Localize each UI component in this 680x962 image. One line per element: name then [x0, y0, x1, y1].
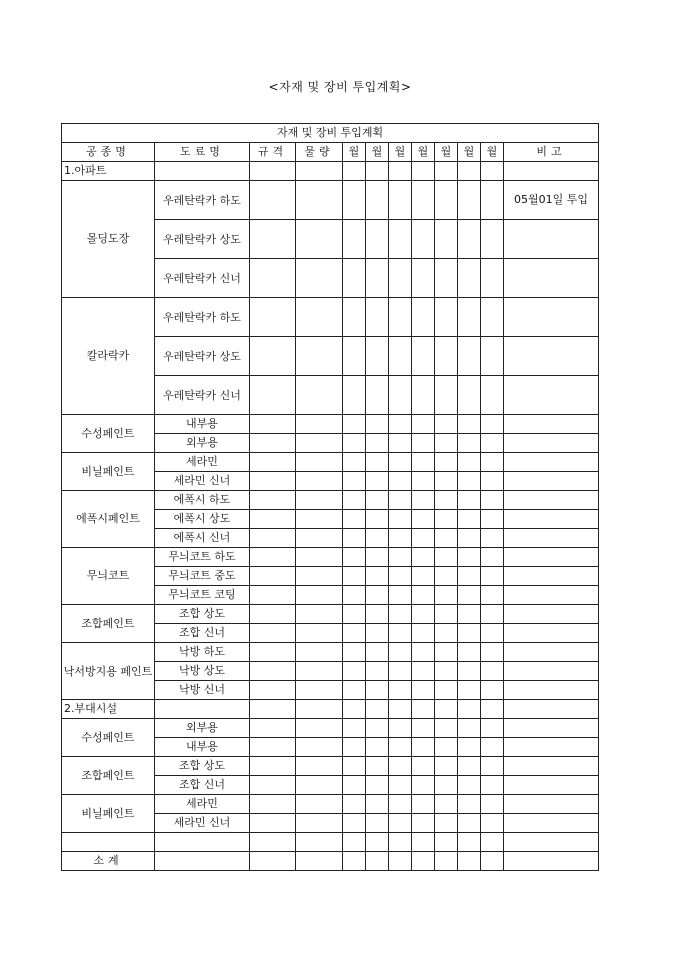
paint-cell: 우레탄락카 하도	[155, 298, 250, 337]
col-header-remarks: 비고	[504, 143, 599, 162]
header-row	[62, 143, 599, 162]
work-type-cell: 조합페인트	[62, 757, 155, 795]
paint-cell: 우레탄락카 신너	[155, 259, 250, 298]
table-row	[62, 491, 599, 510]
table-row	[62, 181, 599, 220]
col-header-month: 월	[343, 143, 366, 162]
col-header-month: 월	[481, 143, 504, 162]
table-row	[62, 453, 599, 472]
col-header-month: 월	[412, 143, 435, 162]
work-type-cell: 비닐페인트	[62, 795, 155, 833]
paint-cell: 무늬코트 하도	[155, 548, 250, 567]
work-type-cell: 조합페인트	[62, 605, 155, 643]
col-header-month: 월	[389, 143, 412, 162]
col-header-work-type: 공종명	[62, 143, 155, 162]
table-row	[62, 605, 599, 624]
table-row	[62, 795, 599, 814]
paint-cell: 외부용	[155, 434, 250, 453]
paint-cell: 세라민	[155, 795, 250, 814]
paint-cell: 낙방 하도	[155, 643, 250, 662]
paint-cell: 내부용	[155, 738, 250, 757]
paint-cell: 우레탄락카 하도	[155, 181, 250, 220]
paint-cell: 세라민	[155, 453, 250, 472]
work-type-cell: 몰딩도장	[62, 181, 155, 298]
document-title: <자재 및 장비 투입계획>	[268, 80, 412, 94]
paint-cell: 조합 신너	[155, 624, 250, 643]
paint-cell: 우레탄락카 신너	[155, 376, 250, 415]
paint-cell: 낙방 신너	[155, 681, 250, 700]
work-type-cell: 수성페인트	[62, 719, 155, 757]
paint-cell: 에폭시 신너	[155, 529, 250, 548]
col-header-paint-name: 도료명	[155, 143, 250, 162]
work-type-cell: 에폭시페인트	[62, 491, 155, 548]
subtotal-label: 소계	[62, 852, 155, 871]
col-header-month: 월	[366, 143, 389, 162]
paint-cell: 내부용	[155, 415, 250, 434]
paint-cell: 조합 신너	[155, 776, 250, 795]
work-type-cell: 비닐페인트	[62, 453, 155, 491]
table-row	[62, 415, 599, 434]
paint-cell: 에폭시 상도	[155, 510, 250, 529]
work-type-cell: 무늬코트	[62, 548, 155, 605]
paint-cell: 조합 상도	[155, 757, 250, 776]
paint-cell: 세라민 신너	[155, 814, 250, 833]
paint-cell: 우레탄락카 상도	[155, 220, 250, 259]
paint-cell: 조합 상도	[155, 605, 250, 624]
subtotal-row	[62, 852, 599, 871]
table-row	[62, 757, 599, 776]
col-header-spec: 규격	[250, 143, 296, 162]
paint-cell: 외부용	[155, 719, 250, 738]
paint-cell: 무늬코트 중도	[155, 567, 250, 586]
table-row	[62, 298, 599, 337]
paint-cell: 우레탄락카 상도	[155, 337, 250, 376]
paint-cell: 낙방 상도	[155, 662, 250, 681]
paint-cell: 무늬코트 코팅	[155, 586, 250, 605]
remarks-cell: 05월01일 투입	[504, 181, 599, 220]
table-row	[62, 548, 599, 567]
table-row	[62, 643, 599, 662]
paint-cell: 에폭시 하도	[155, 491, 250, 510]
table-row	[62, 833, 599, 852]
section-header: 2.부대시설	[62, 700, 155, 719]
paint-cell: 세라민 신너	[155, 472, 250, 491]
section-header: 1.아파트	[62, 162, 155, 181]
col-header-month: 월	[458, 143, 481, 162]
work-type-cell: 수성페인트	[62, 415, 155, 453]
col-header-month: 월	[435, 143, 458, 162]
work-type-cell: 낙서방지용 페인트	[62, 643, 155, 700]
table-row	[62, 719, 599, 738]
table-title: 자재 및 장비 투입계획	[62, 124, 599, 143]
work-type-cell: 칼라락카	[62, 298, 155, 415]
material-equipment-table	[61, 123, 599, 871]
col-header-quantity: 물량	[296, 143, 343, 162]
